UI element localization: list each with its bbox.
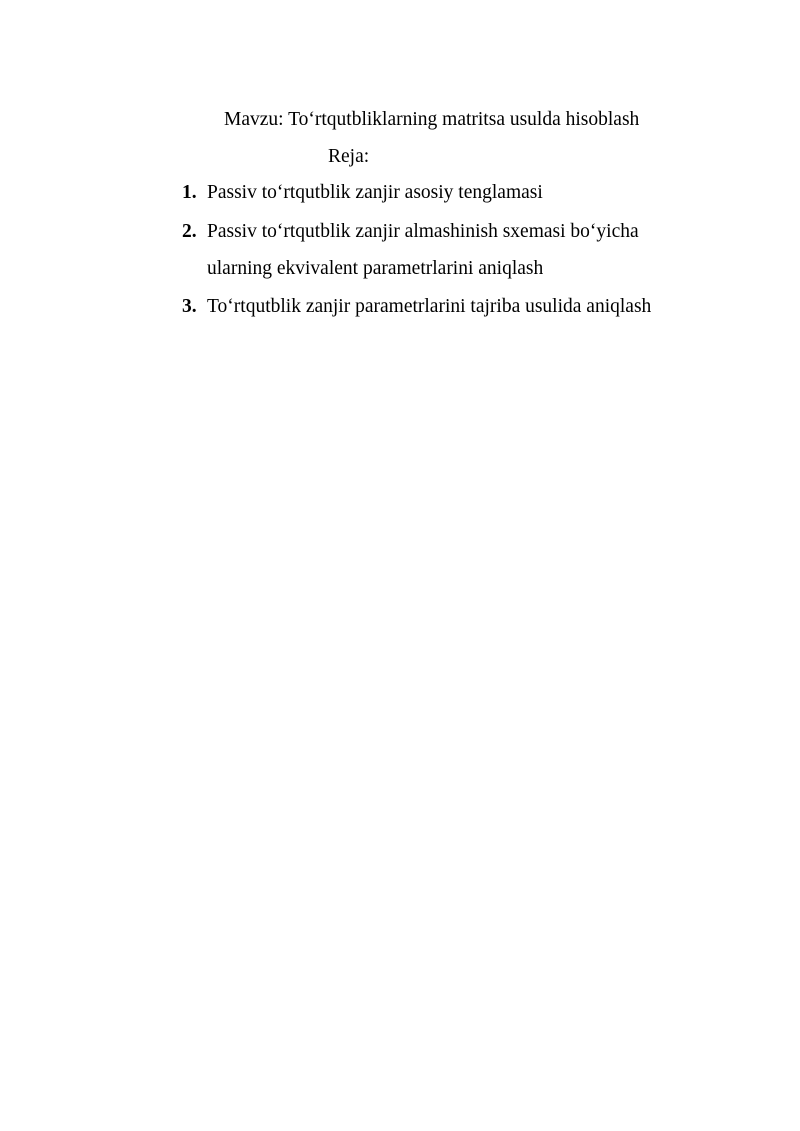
plan-item-text: To‘rtqutblik zanjir parametrlarini tajriba usulida aniqlash [207,296,652,317]
plan-item-text: Passiv to‘rtqutblik zanjir asosiy tenglamasi [207,182,543,203]
plan-item-text: Passiv to‘rtqutblik zanjir almashinish sxemasi bo‘yicha [207,221,639,242]
plan-item-number: 3. [182,296,197,317]
plan-item-number: 2. [182,221,197,242]
plan-item-text-continued: ularning ekvivalent parametrlarini aniqlash [207,258,544,279]
page-title: Mavzu: To‘rtqutbliklarning matritsa usulda hisoblash [224,109,640,130]
plan-heading: Reja: [328,146,370,167]
plan-item-number: 1. [182,182,197,203]
